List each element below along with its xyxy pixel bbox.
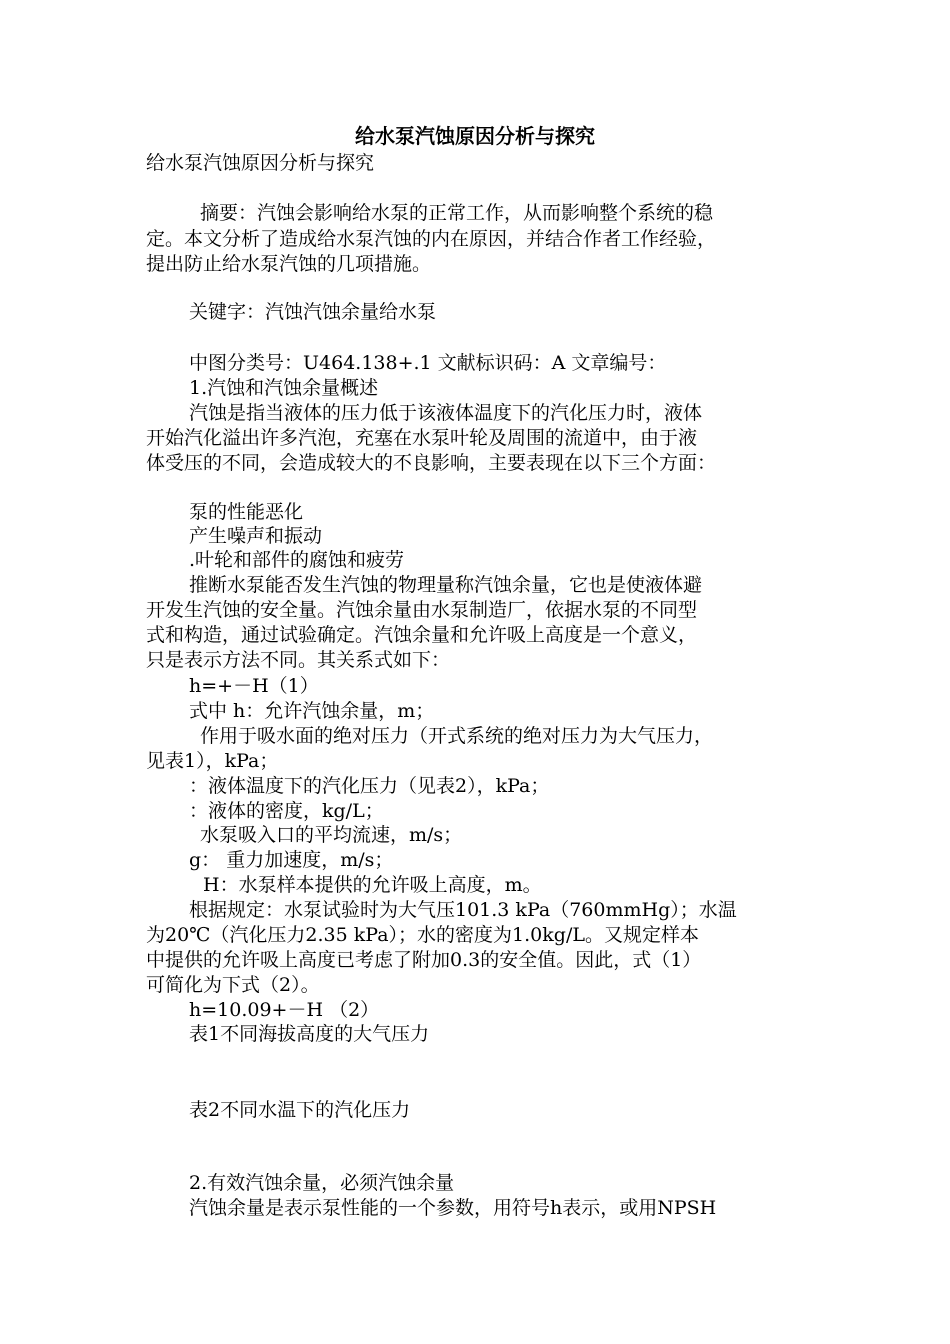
classification-line: 中图分类号：U464.138+.1 文献标识码：A 文章编号： [189, 352, 667, 374]
subtitle-line: 给水泵汽蚀原因分析与探究 [146, 152, 375, 174]
paragraph-line: 体受压的不同，会造成较大的不良影响，主要表现在以下三个方面： [146, 452, 717, 474]
list-item: 产生噪声和振动 [189, 525, 323, 547]
paragraph-line: 开发生汽蚀的安全量。汽蚀余量由水泵制造厂，依据水泵的不同型 [146, 599, 698, 621]
paragraph-line: 可简化为下式（2）。 [146, 974, 320, 996]
formula-2: h=10.09+－H （2） [189, 999, 380, 1021]
definition-line: 水泵吸入口的平均流速，m/s； [200, 824, 463, 846]
paragraph-line: 只是表示方法不同。其关系式如下： [146, 649, 451, 671]
list-item: .叶轮和部件的腐蚀和疲劳 [189, 549, 405, 571]
section-2-heading: 2.有效汽蚀余量，必须汽蚀余量 [189, 1172, 455, 1194]
keywords-line: 关键字：汽蚀汽蚀余量给水泵 [189, 301, 437, 323]
definition-line: H：水泵样本提供的允许吸上高度，m。 [203, 874, 542, 896]
abstract-line-3: 提出防止给水泵汽蚀的几项措施。 [146, 253, 432, 275]
paragraph-line: 汽蚀余量是表示泵性能的一个参数，用符号h表示，或用NPSH [189, 1197, 717, 1219]
definition-line: ：液体温度下的汽化压力（见表2），kPa； [189, 775, 550, 797]
abstract-line-2: 定。本文分析了造成给水泵汽蚀的内在原因，并结合作者工作经验， [146, 228, 717, 250]
paragraph-line: 推断水泵能否发生汽蚀的物理量称汽蚀余量，它也是使液体避 [189, 574, 703, 596]
paragraph-line: 根据规定：水泵试验时为大气压101.3 kPa（760mmHg）；水温 [189, 899, 737, 921]
paragraph-line: 式和构造，通过试验确定。汽蚀余量和允许吸上高度是一个意义， [146, 624, 698, 646]
definition-line: 作用于吸水面的绝对压力（开式系统的绝对压力为大气压力， [200, 725, 714, 747]
document-title: 给水泵汽蚀原因分析与探究 [355, 124, 595, 148]
definition-line: ：液体的密度，kg/L； [189, 800, 384, 822]
paragraph-line: 开始汽化溢出许多汽泡，充塞在水泵叶轮及周围的流道中，由于液 [146, 427, 698, 449]
definition-line: 见表1），kPa； [146, 750, 279, 772]
definition-line: 式中 h：允许汽蚀余量，m； [189, 700, 435, 722]
formula-1: h=+－H（1） [189, 675, 319, 697]
table-2-caption: 表2不同水温下的汽化压力 [189, 1099, 411, 1121]
definition-line: g： 重力加速度，m/s； [189, 849, 394, 871]
list-item: 泵的性能恶化 [189, 501, 304, 523]
section-1-heading: 1.汽蚀和汽蚀余量概述 [189, 377, 379, 399]
paragraph-line: 中提供的允许吸上高度已考虑了附加0.3的安全值。因此，式（1） [146, 949, 702, 971]
abstract-line-1: 摘要：汽蚀会影响给水泵的正常工作，从而影响整个系统的稳 [200, 202, 714, 224]
paragraph-line: 汽蚀是指当液体的压力低于该液体温度下的汽化压力时，液体 [189, 402, 703, 424]
paragraph-line: 为20℃（汽化压力2.35 kPa）；水的密度为1.0kg/L。又规定样本 [146, 924, 699, 946]
table-1-caption: 表1不同海拔高度的大气压力 [189, 1023, 430, 1045]
